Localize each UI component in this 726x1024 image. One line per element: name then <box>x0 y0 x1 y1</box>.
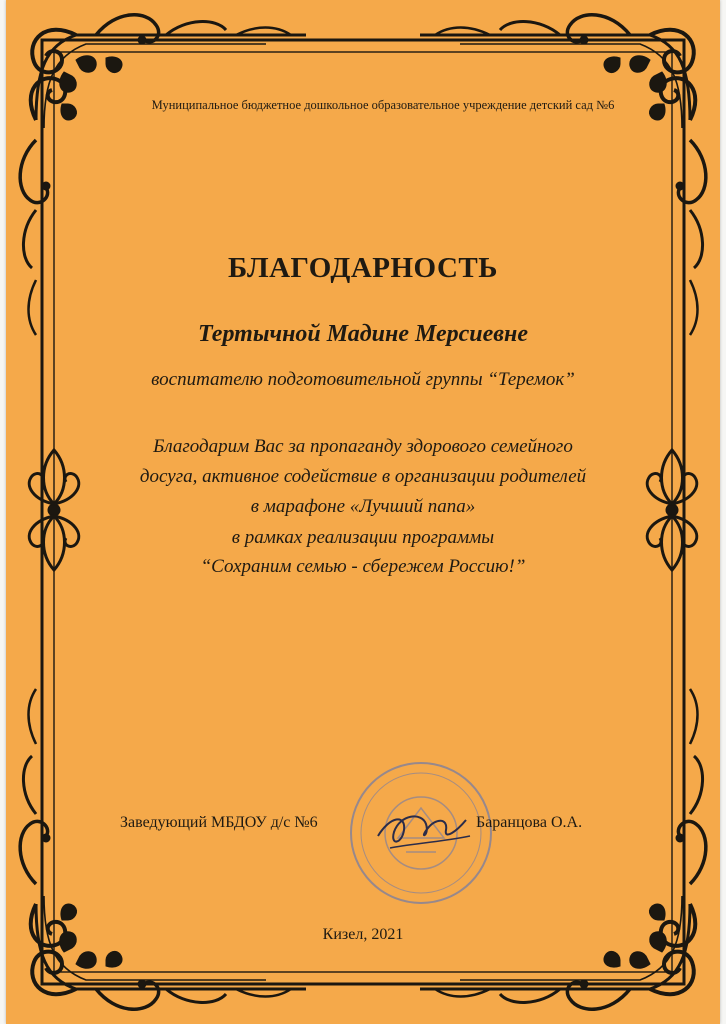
signatory-name: Баранцова О.А. <box>476 814 583 831</box>
certificate-sheet <box>6 0 720 1024</box>
gratitude-line: “Сохраним семью - сбережем Россию!” <box>200 556 526 577</box>
gratitude-line: в марафоне «Лучший папа» <box>250 496 476 517</box>
gratitude-line: Благодарим Вас за пропаганду здорового семейного <box>153 436 573 457</box>
gratitude-line: в рамках реализации программы <box>231 527 495 548</box>
recipient-position: воспитателю подготовительной группы “Теремок” <box>151 369 575 390</box>
recipient-name: Тертычной Мадине Мерсиевне <box>198 321 528 347</box>
certificate-title: БЛАГОДАРНОСТЬ <box>228 252 498 284</box>
corner-ornament-bottom-left <box>20 689 306 1009</box>
signatory-title: Заведующий МБДОУ д/с №6 <box>120 814 318 831</box>
place-and-date: Кизел, 2021 <box>322 926 404 943</box>
corner-ornament-top-right <box>420 15 706 335</box>
signature <box>370 796 480 866</box>
corner-ornament-top-left <box>20 15 306 335</box>
organization-name: Муниципальное бюджетное дошкольное образовательное учреждение детский сад №6 <box>151 98 615 112</box>
gratitude-line: досуга, активное содействие в организации родителей <box>139 466 587 487</box>
